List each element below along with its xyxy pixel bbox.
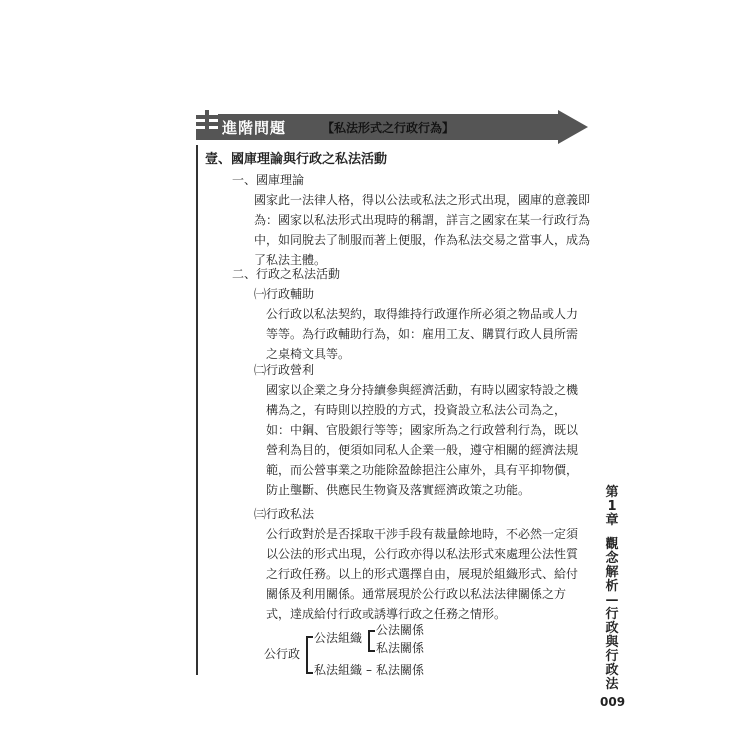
diagram-branch1: 公法組織	[314, 631, 363, 645]
page-number: 009	[600, 695, 626, 709]
diagram-root: 公行政	[264, 647, 301, 661]
diagram-branch1-leaf1: 公法關係	[376, 623, 425, 637]
left-margin-rule	[196, 145, 198, 675]
section1-body: 國家此一法律人格，得以公法或私法之形式出現，國庫的意義即為：國家以私法形式出現時的稱謂，詳言之國家在某一行政行為中，如同脫去了制服而著上便服，作為私法交易之當事人，成為了私法主體。	[254, 193, 591, 267]
item3-body: 公行政對於是否採取干涉手段有裁量餘地時，不必然一定須以公法的形式出現，公行政亦得以私法形式來處理公法性質之行政任務。以上的形式選擇自由，展現於組織形式、給付關係及利用關係。通常展現於公行政以私法法律關係之方式，達成給付行政或誘導行政之任務之情形。	[266, 527, 579, 621]
banner-subtitle: 【私法形式之行政行為】	[322, 121, 455, 135]
section1-title: 一、國庫理論	[232, 173, 305, 187]
diagram-bracket-inner	[368, 630, 375, 652]
section2-title: 二、行政之私法活動	[232, 267, 341, 281]
item1-body: 公行政以私法契約，取得維持行政運作所必須之物品或人力等等。為行政輔助行為，如：雇用工友、購買行政人員所需之桌椅文具等。	[266, 307, 579, 361]
item2-body: 國家以企業之身分持續參與經濟活動，有時以國家特設之機構為之，有時則以控股的方式，投資設立私法公司為之，如：中鋼、官股銀行等等；國家所為之行政營利行為，既以營利為目的，便須如同私人企業一般，遵守相關的經濟法規範，而公營事業之功能除盈餘挹注公庫外，具有平抑物價，防止壟斷、供應民生物資及落實經濟政策之功能。	[266, 383, 579, 497]
sidebar-title: 觀念解析—行政與行政法	[605, 537, 619, 692]
item2-label: ㈡行政營利	[254, 363, 315, 377]
banner-icon	[196, 110, 218, 130]
sidebar-chapter: 第1章	[605, 485, 619, 528]
diagram-dash: –	[366, 663, 372, 677]
section-banner	[196, 110, 588, 144]
item1-label: ㈠行政輔助	[254, 287, 315, 301]
diagram-bracket-outer	[306, 636, 313, 674]
item3-label: ㈢行政私法	[254, 507, 315, 521]
chapter-sidebar	[604, 486, 620, 692]
diagram-branch2-leaf: 私法關係	[376, 663, 425, 677]
diagram-branch1-leaf2: 私法關係	[376, 641, 425, 655]
main-heading: 壹、國庫理論與行政之私法活動	[205, 152, 388, 167]
banner-title: 進階問題	[222, 119, 287, 137]
diagram-branch2: 私法組織	[314, 663, 363, 677]
